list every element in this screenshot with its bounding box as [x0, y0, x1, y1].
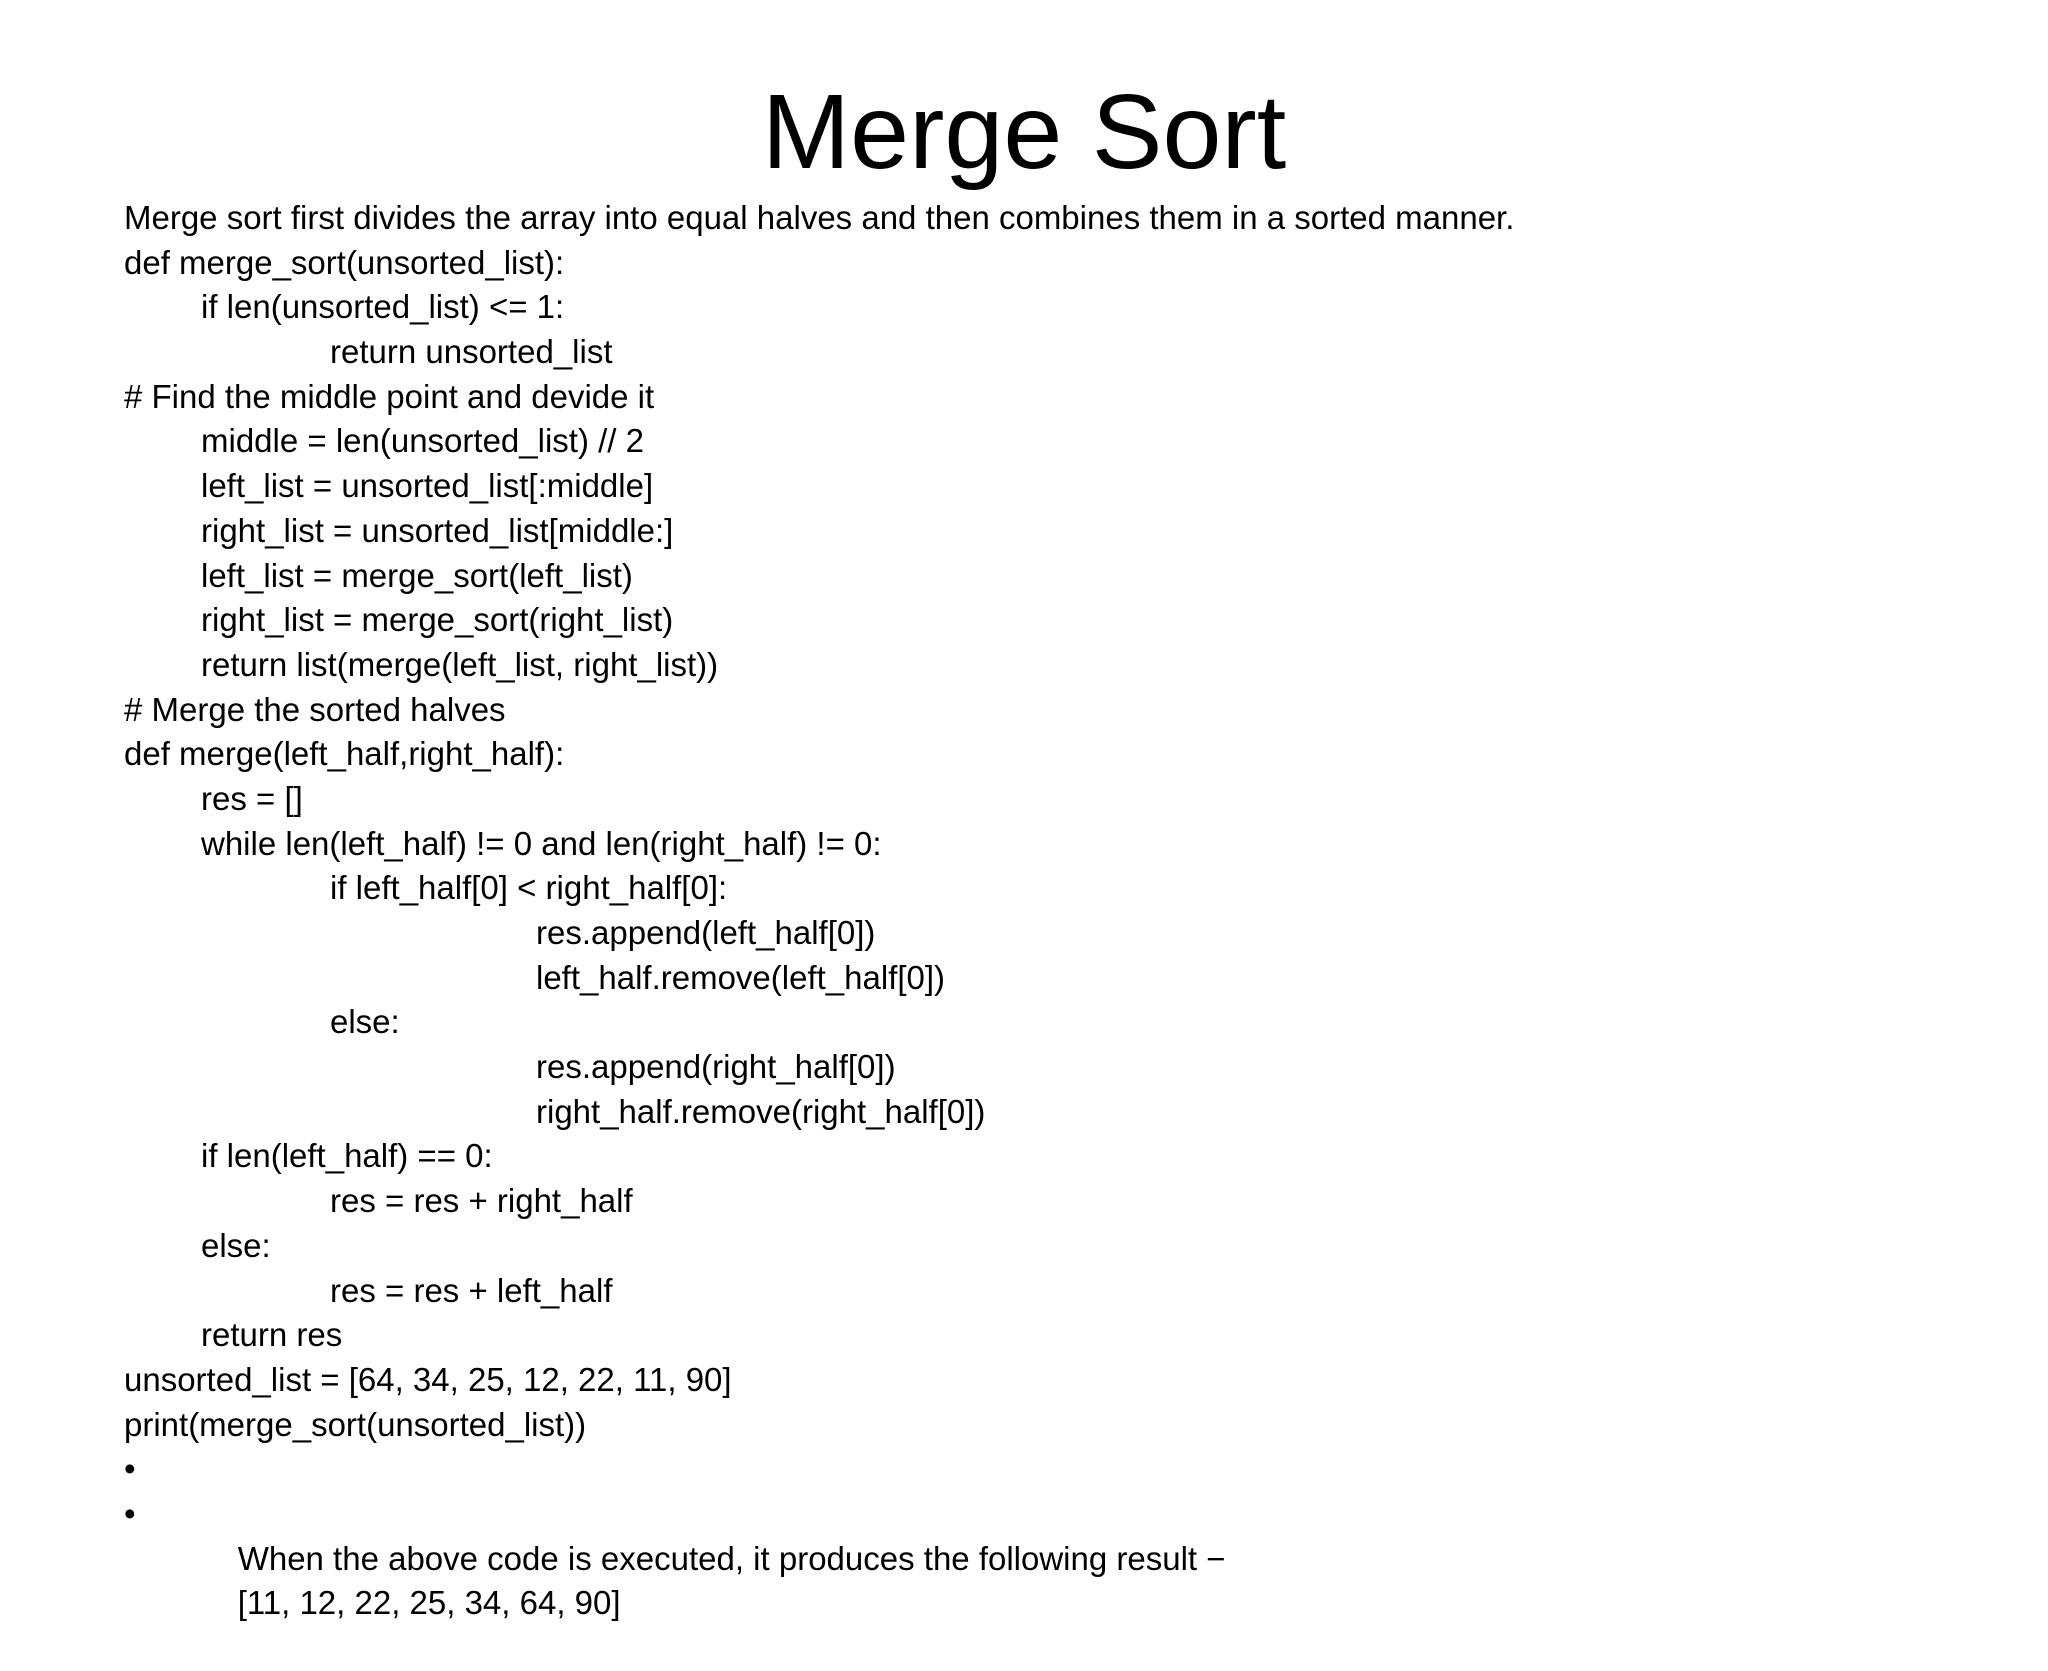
code-line: middle = len(unsorted_list) // 2 — [201, 422, 644, 460]
code-line: if left_half[0] < right_half[0]: — [330, 869, 728, 907]
code-line: def merge_sort(unsorted_list): — [124, 243, 565, 281]
code-line: if len(unsorted_list) <= 1: — [201, 288, 565, 326]
code-line: return res — [201, 1316, 343, 1354]
code-line: return unsorted_list — [330, 333, 613, 371]
bullet-icon: • — [124, 1494, 136, 1532]
code-line: res = res + left_half — [330, 1271, 613, 1309]
code-line: res.append(right_half[0]) — [536, 1048, 896, 1086]
code-line: left_list = unsorted_list[:middle] — [201, 467, 654, 505]
code-line: def merge(left_half,right_half): — [124, 735, 565, 773]
code-line: res.append(left_half[0]) — [536, 914, 876, 951]
code-line: unsorted_list = [64, 34, 25, 12, 22, 11, 90] — [124, 1360, 732, 1398]
code-comment: # Merge the sorted halves — [124, 690, 506, 728]
code-line: if len(left_half) == 0: — [201, 1137, 493, 1175]
code-line: left_list = merge_sort(left_list) — [201, 556, 633, 594]
code-line: return list(merge(left_list, right_list)) — [201, 645, 719, 683]
slide-title: Merge Sort — [761, 73, 1287, 191]
code-comment: # Find the middle point and devide it — [124, 377, 655, 415]
code-line: else: — [201, 1226, 271, 1264]
code-line: right_list = merge_sort(right_list) — [201, 601, 674, 639]
code-line: res = res + right_half — [330, 1182, 633, 1220]
code-line: print(merge_sort(unsorted_list)) — [124, 1405, 587, 1443]
slide-body — [124, 196, 2004, 1622]
code-line: right_half.remove(right_half[0]) — [536, 1092, 986, 1130]
code-line: while len(left_half) != 0 and len(right_half) != 0: — [201, 824, 882, 862]
bullet-text: [11, 12, 22, 25, 34, 64, 90] — [237, 1584, 621, 1622]
code-line: else: — [330, 1003, 400, 1041]
code-line: left_half.remove(left_half[0]) — [536, 958, 946, 996]
bullet-icon: • — [124, 1450, 136, 1488]
code-line: right_list = unsorted_list[middle:] — [201, 511, 674, 549]
bullet-text: When the above code is executed, it produces the following result − — [237, 1539, 1226, 1577]
bullet-item — [124, 1447, 2004, 1577]
code-line: res = [] — [201, 779, 303, 817]
intro-text: Merge sort first divides the array into equal halves and then combines them in a sorted manner. — [124, 199, 1515, 236]
